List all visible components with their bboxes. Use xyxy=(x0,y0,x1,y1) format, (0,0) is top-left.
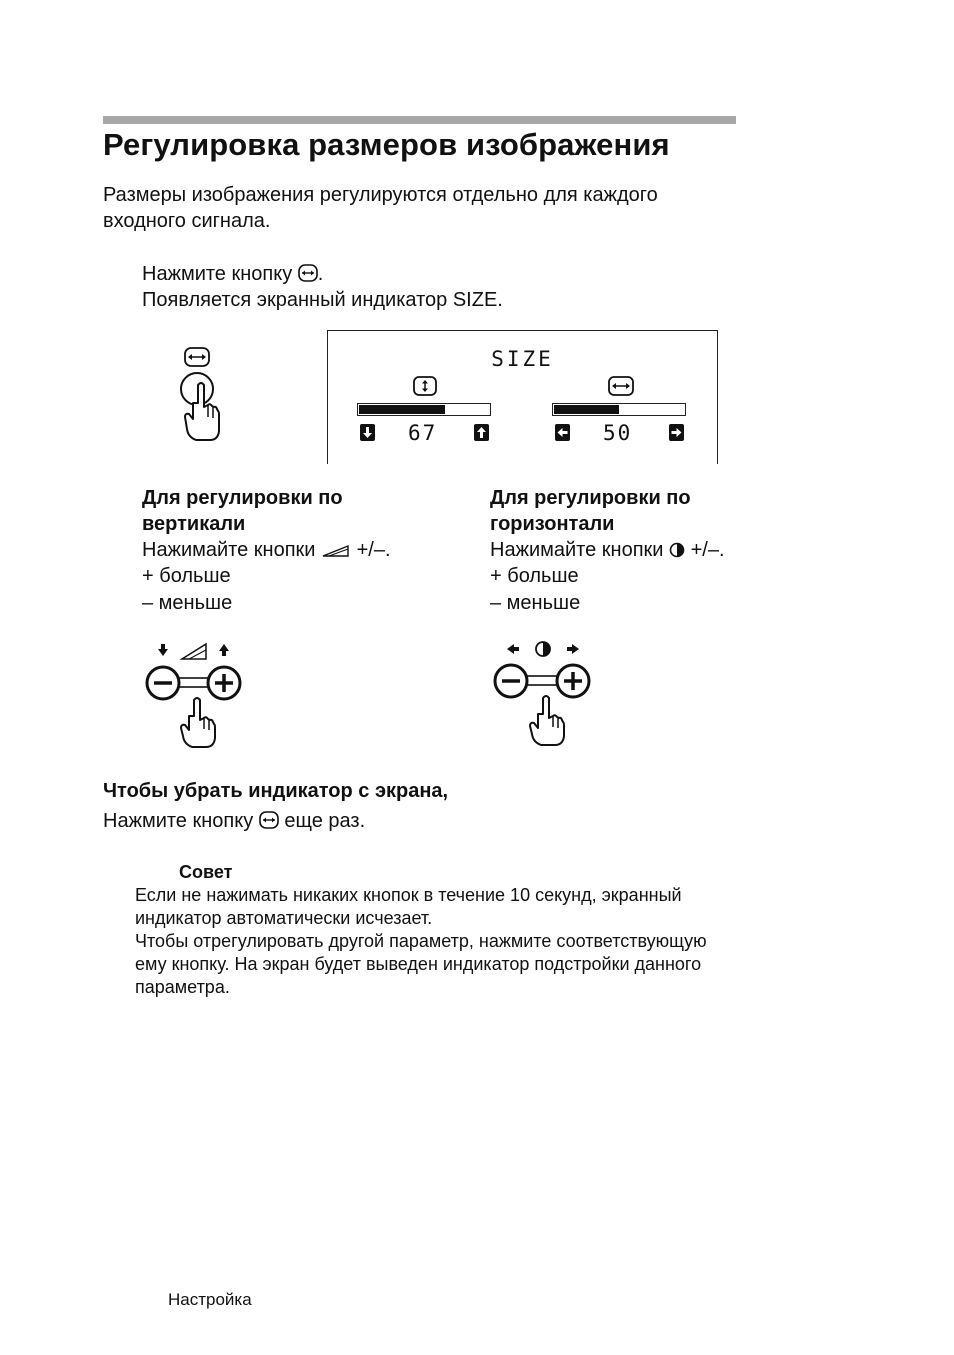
horizontal-adjust-buttons-illustration xyxy=(488,636,598,751)
heading-rule xyxy=(103,116,736,124)
up-arrow-icon xyxy=(219,644,229,656)
page-title: Регулировка размеров изображения xyxy=(103,127,670,162)
left-arrow-icon xyxy=(555,424,570,441)
size-button-press-illustration xyxy=(172,345,232,445)
horizontal-value: 50 xyxy=(603,421,633,445)
contrast-half-circle-icon xyxy=(669,542,685,558)
vertical-level-bar xyxy=(357,403,491,416)
tip-line-3: Чтобы отрегулировать другой параметр, нажмите соответствующую xyxy=(135,931,707,951)
step-line-2: Появляется экранный индикатор SIZE. xyxy=(142,289,503,311)
vertical-more: + больше xyxy=(142,565,231,587)
down-arrow-icon xyxy=(360,424,375,441)
vertical-instruction-suffix: +/–. xyxy=(356,539,391,561)
step-suffix: . xyxy=(317,263,324,285)
vertical-title-line-2: вертикали xyxy=(142,513,246,535)
left-arrow-icon xyxy=(507,644,519,654)
horizontal-instruction-prefix: Нажимайте кнопки xyxy=(490,539,664,561)
intro-line-2: входного сигнала. xyxy=(103,210,271,232)
horizontal-level-bar xyxy=(552,403,686,416)
remove-text xyxy=(103,808,365,834)
horizontal-level-fill xyxy=(554,405,619,414)
footer-section-name: Настройка xyxy=(168,1290,252,1309)
tip-line-2: индикатор автоматически исчезает. xyxy=(135,908,433,928)
brightness-wedge-icon xyxy=(321,544,351,558)
brightness-wedge-icon xyxy=(182,644,206,659)
horizontal-title-line-2: горизонтали xyxy=(490,513,615,535)
horizontal-less: – меньше xyxy=(490,592,581,614)
size-button-icon xyxy=(298,264,318,282)
up-arrow-icon xyxy=(474,424,489,441)
pressing-hand-icon xyxy=(530,696,564,745)
horizontal-instruction-suffix: +/–. xyxy=(690,539,725,561)
vertical-level-fill xyxy=(359,405,445,414)
pressing-hand-icon xyxy=(181,698,215,747)
right-arrow-icon xyxy=(567,644,579,654)
contrast-half-circle-icon xyxy=(536,642,550,656)
vertical-size-icon xyxy=(413,376,437,396)
size-button-icon xyxy=(185,348,209,366)
horizontal-more: + больше xyxy=(490,565,579,587)
vertical-less: – меньше xyxy=(142,592,233,614)
horizontal-instruction xyxy=(490,537,725,563)
size-osd-panel xyxy=(327,330,718,464)
vertical-adjust-buttons-illustration xyxy=(140,638,250,753)
tip-line-5: параметра. xyxy=(135,977,230,997)
vertical-instruction-prefix: Нажимайте кнопки xyxy=(142,539,316,561)
step-prefix: Нажмите кнопку xyxy=(142,263,293,285)
vertical-title-line-1: Для регулировки по xyxy=(142,487,343,509)
tip-line-1: Если не нажимать никаких кнопок в течение 10 секунд, экранный xyxy=(135,885,682,905)
remove-suffix: еще раз. xyxy=(284,810,366,832)
osd-title: SIZE xyxy=(491,347,554,371)
horizontal-size-icon xyxy=(608,376,634,396)
horizontal-title-line-1: Для регулировки по xyxy=(490,487,691,509)
step-line-1 xyxy=(142,261,323,287)
vertical-value: 67 xyxy=(408,421,438,445)
tip-title: Совет xyxy=(179,862,233,882)
vertical-instruction xyxy=(142,537,391,563)
remove-title: Чтобы убрать индикатор с экрана, xyxy=(103,780,449,802)
right-arrow-icon xyxy=(669,424,684,441)
remove-prefix: Нажмите кнопку xyxy=(103,810,254,832)
intro-line-1: Размеры изображения регулируются отдельно для каждого xyxy=(103,184,658,206)
size-button-icon xyxy=(259,811,279,829)
tip-line-4: ему кнопку. На экран будет выведен индикатор подстройки данного xyxy=(135,954,702,974)
down-arrow-icon xyxy=(158,644,168,656)
